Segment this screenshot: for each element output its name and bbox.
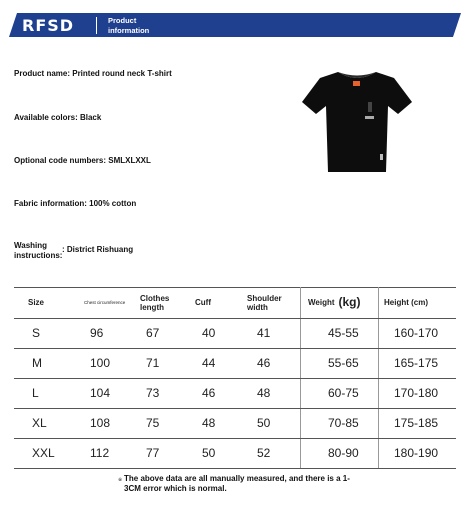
cell-chest: 104 — [90, 386, 111, 400]
header-weight-unit: (kg) — [338, 295, 361, 309]
cell-length: 75 — [146, 416, 160, 430]
cell-cuff: 50 — [202, 446, 216, 460]
cell-chest: 100 — [90, 356, 111, 370]
cell-shoulder: 48 — [257, 386, 271, 400]
header-weight — [308, 287, 361, 318]
measurement-note: The above data are all manually measured, and there is a 1-3CM error which is normal. — [124, 474, 350, 493]
cell-chest: 112 — [90, 446, 110, 460]
cell-chest: 108 — [90, 416, 111, 430]
table-row — [14, 408, 456, 438]
cell-cuff: 44 — [202, 356, 216, 370]
table-row — [14, 378, 456, 408]
cell-chest: 96 — [90, 326, 104, 340]
black-tshirt-icon — [300, 68, 414, 176]
brand-logo: RFSD — [22, 16, 75, 35]
table-header-row — [14, 287, 456, 318]
cell-shoulder: 52 — [257, 446, 271, 460]
cell-length: 67 — [146, 326, 160, 340]
cell-weight: 70-85 — [328, 416, 359, 430]
banner-divider — [96, 17, 97, 34]
cell-size: M — [32, 356, 42, 370]
header-size: Size — [28, 298, 45, 307]
cell-cuff: 40 — [202, 326, 216, 340]
cell-height: 160-170 — [394, 326, 439, 340]
cell-length: 73 — [146, 386, 160, 400]
header-chest: Chest circumference — [84, 300, 126, 305]
washing-label: Washing instructions: — [14, 241, 63, 260]
cell-shoulder: 41 — [257, 326, 271, 340]
row-divider — [14, 468, 456, 469]
available-colors: Available colors: Black — [14, 113, 102, 122]
header-cuff: Cuff — [195, 298, 211, 307]
cell-shoulder: 46 — [257, 356, 271, 370]
cell-cuff: 48 — [202, 416, 216, 430]
header-shoulder: Shoulder width — [247, 293, 282, 312]
size-chart-table — [14, 287, 456, 460]
cell-shoulder: 50 — [257, 416, 271, 430]
cell-height: 175-185 — [394, 416, 439, 430]
cell-weight: 60-75 — [328, 386, 359, 400]
header-length: Clothes length — [140, 293, 170, 312]
cell-weight: 45-55 — [328, 326, 359, 340]
header-height: Height (cm) — [384, 298, 428, 307]
cell-length: 77 — [146, 446, 160, 460]
product-name: Product name: Printed round neck T-shirt — [14, 69, 172, 78]
banner-subtitle: Product information — [108, 16, 150, 35]
cell-size: XXL — [32, 446, 55, 460]
cell-height: 170-180 — [394, 386, 439, 400]
header-banner — [9, 13, 461, 37]
fabric-info: Fabric information: 100% cotton — [14, 199, 137, 208]
cell-length: 71 — [146, 356, 160, 370]
cell-size: L — [32, 386, 39, 400]
cell-cuff: 46 — [202, 386, 216, 400]
cell-size: XL — [32, 416, 47, 430]
cell-weight: 80-90 — [328, 446, 359, 460]
header-weight-label: Weight — [308, 298, 335, 307]
table-row — [14, 438, 456, 468]
cell-size: S — [32, 326, 41, 340]
table-row — [14, 348, 456, 378]
cell-height: 180-190 — [394, 446, 439, 460]
washing-value: : District Rishuang — [62, 245, 134, 254]
cell-weight: 55-65 — [328, 356, 359, 370]
note-mark: ※ — [118, 477, 123, 483]
code-numbers: Optional code numbers: SMLXLXXL — [14, 156, 151, 165]
cell-height: 165-175 — [394, 356, 439, 370]
table-row — [14, 318, 456, 348]
